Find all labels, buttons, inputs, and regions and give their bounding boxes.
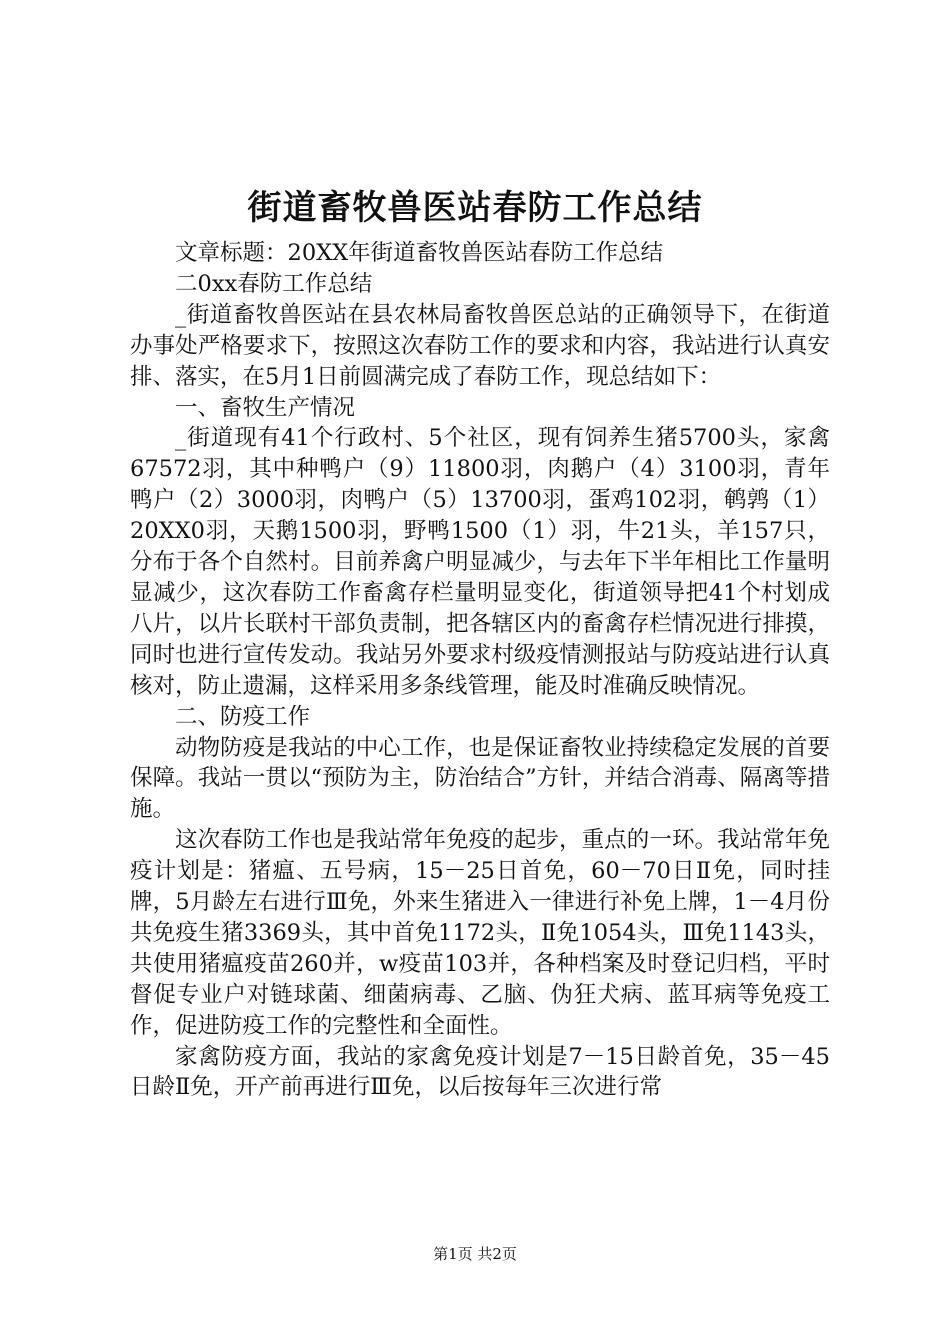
section-heading-1: 一、畜牧生产情况 — [175, 394, 356, 421]
epidemic-prevention-paragraph: 动物防疫是我站的中心工作，也是保证畜牧业持续稳定发展的首要保障。我站一贯以“预防为主，防治结合”方针，并结合消毒、隔离等措施。 — [130, 734, 830, 823]
section-heading-2: 二、防疫工作 — [175, 703, 311, 730]
document-title: 街道畜牧兽医站春防工作总结 — [247, 188, 703, 228]
article-title-line: 文章标题：20XX年街道畜牧兽医站春防工作总结 — [175, 240, 664, 266]
document-body — [130, 238, 830, 1103]
intro-paragraph: _街道畜牧兽医站在县农林局畜牧兽医总站的正确领导下，在街道办事处严格要求下，按照这次春防工作的要求和内容，我站进行认真安排、落实，在5月1日前圆满完成了春防工作，现总结如下： — [130, 301, 830, 390]
pig-immunization-paragraph: 这次春防工作也是我站常年免疫的起步，重点的一环。我站常年免疫计划是：猪瘟、五号病，15－25日首免，60－70日Ⅱ免，同时挂牌，5月龄左右进行Ⅲ免，外来生猪进入一律进行补免上牌，1－4月份共免疫生猪3369头，其中首免1172头，Ⅱ免1054头，Ⅲ免1143头，共使用猪瘟疫苗260并，w疫苗103并，各种档案及时登记归档，平时督促专业户对链球菌、细菌病毒、乙脑、伪狂犬病、蓝耳病等免疫工作，促进防疫工作的完整性和全面性。 — [130, 827, 830, 1039]
subtitle-line: 二0xx春防工作总结 — [175, 270, 373, 297]
livestock-paragraph: _街道现有41个行政村、5个社区，现有饲养生猪5700头，家禽67572羽，其中种鸭户（9）11800羽，肉鹅户（4）3100羽，青年鸭户（2）3000羽，肉鸭户（5）13700羽，蛋鸡102羽，鹌鹑（1）20XX0羽，天鹅1500羽，野鸭1500（1）羽，牛21头，羊157只，分布于各个自然村。目前养禽户明显减少，与去年下半年相比工作量明显减少，这次春防工作畜禽存栏量明显变化，街道领导把41个村划成八片，以片长联村干部负责制，把各辖区内的畜禽存栏情况进行排摸，同时也进行宣传发动。我站另外要求村级疫情测报站与防疫站进行认真核对，防止遗漏，这样采用多条线管理，能及时准确反映情况。 — [130, 425, 830, 699]
poultry-immunization-paragraph: 家禽防疫方面，我站的家禽免疫计划是7－15日龄首免，35－45日龄Ⅱ免，开产前再进行Ⅲ免，以后按每年三次进行常 — [130, 1043, 830, 1101]
page-footer: 第1页 共2页 — [433, 1245, 517, 1263]
